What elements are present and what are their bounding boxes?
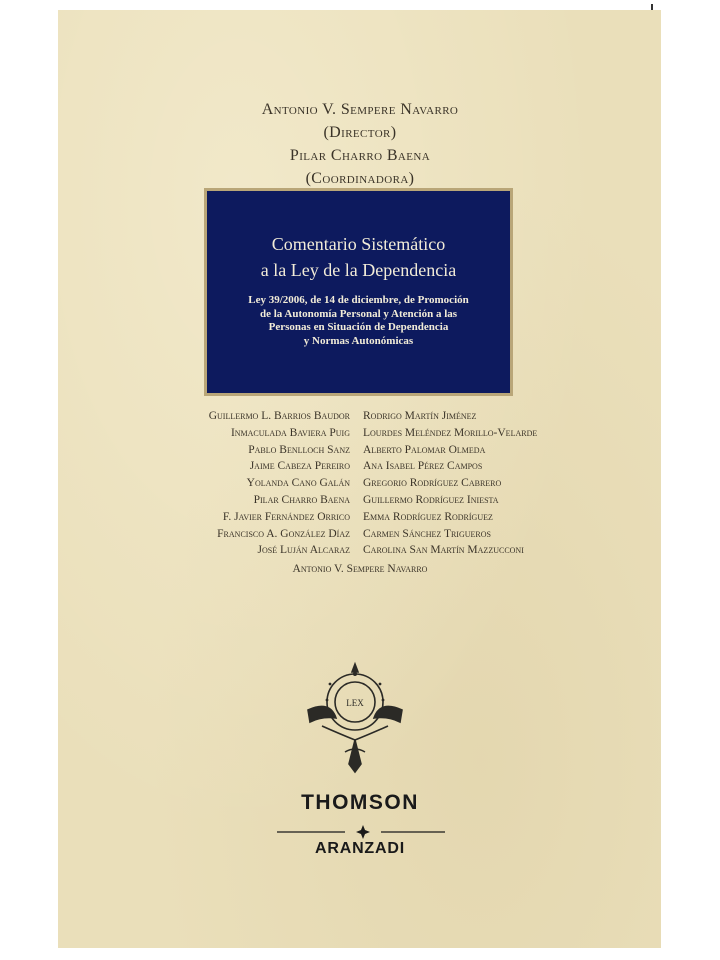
contributor-name: José Luján Alcaraz xyxy=(257,544,350,557)
compass-star-icon xyxy=(277,825,449,839)
contributor-name: Jaime Cabeza Pereiro xyxy=(249,460,350,473)
contributor-name: Francisco A. González Díaz xyxy=(217,527,350,540)
coordinator-role: (Coordinadora) xyxy=(305,170,415,187)
contributor-name: Inmaculada Baviera Puig xyxy=(230,426,350,439)
book-subtitle xyxy=(207,294,510,348)
subtitle-line-4: y Normas Autonómicas xyxy=(303,334,414,347)
contributor-name: Carolina San Martín Mazzucconi xyxy=(363,544,524,557)
title-line-1: Comentario Sistemático xyxy=(271,234,446,254)
contributor-last: Antonio V. Sempere Navarro xyxy=(292,563,428,575)
director-role: (Director) xyxy=(323,124,397,141)
contributor-name: Guillermo L. Barrios Baudor xyxy=(208,410,350,422)
contributor-name: Lourdes Meléndez Morillo-Velarde xyxy=(363,426,538,439)
subtitle-line-3: Personas en Situación de Dependencia xyxy=(268,321,449,333)
authors-top xyxy=(0,98,720,190)
contributor-name: Pablo Benlloch Sanz xyxy=(248,443,350,456)
contributor-name: Pilar Charro Baena xyxy=(253,493,350,506)
contributors-right-column xyxy=(363,408,537,559)
contributor-name: Yolanda Cano Galán xyxy=(246,477,350,490)
contributor-name: Guillermo Rodríguez Iniesta xyxy=(363,493,499,506)
contributor-name: Ana Isabel Pérez Campos xyxy=(363,460,483,473)
coordinator-name: Pilar Charro Baena xyxy=(289,147,431,164)
book-title xyxy=(207,231,510,283)
publisher-thomson: THOMSON xyxy=(301,791,419,814)
contributor-name: Rodrigo Martín Jiménez xyxy=(363,410,477,422)
contributors-left-column xyxy=(209,408,350,559)
title-box xyxy=(204,188,513,396)
winged-seal-emblem-icon xyxy=(300,660,410,775)
contributor-name: Carmen Sánchez Trigueros xyxy=(363,527,491,540)
contributor-name: F. Javier Fernández Orrico xyxy=(222,510,350,523)
subtitle-line-2: de la Autonomía Personal y Atención a las xyxy=(259,307,458,320)
publisher-aranzadi: ARANZADI xyxy=(315,840,405,857)
subtitle-line-1: Ley 39/2006, de 14 de diciembre, de Promoción xyxy=(248,294,469,306)
director-name: Antonio V. Sempere Navarro xyxy=(261,101,459,118)
contributor-name: Alberto Palomar Olmeda xyxy=(363,443,486,456)
contributor-name: Emma Rodríguez Rodríguez xyxy=(363,510,493,523)
contributor-name: Gregorio Rodríguez Cabrero xyxy=(363,477,502,490)
emblem-text: LEX xyxy=(346,698,364,708)
title-line-2: a la Ley de la Dependencia xyxy=(260,260,457,280)
